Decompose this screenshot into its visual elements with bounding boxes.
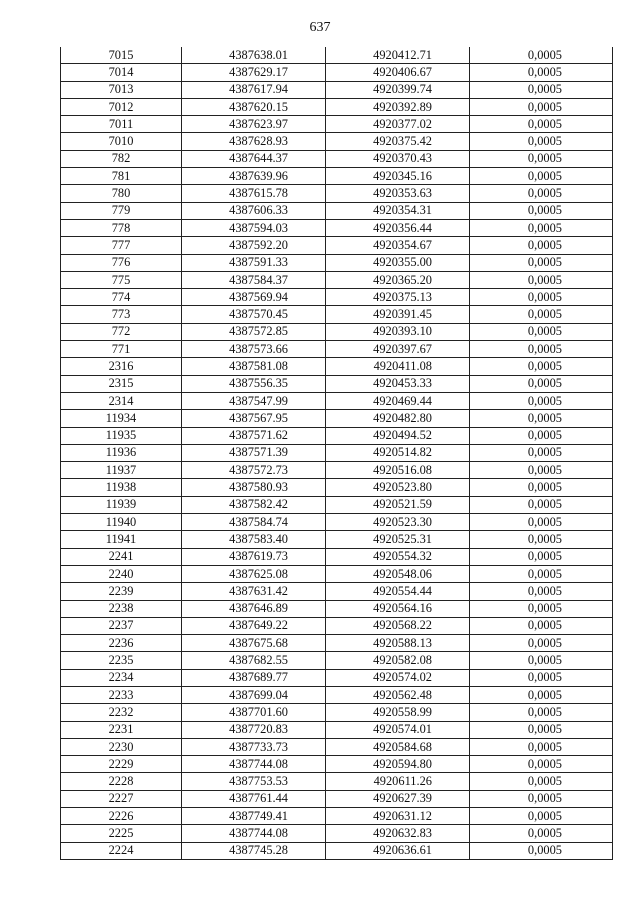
accuracy-cell: 0,0005 xyxy=(470,496,613,513)
accuracy-cell: 0,0005 xyxy=(470,790,613,807)
accuracy-cell: 0,0005 xyxy=(470,565,613,582)
x-coordinate-cell: 4387556.35 xyxy=(182,375,326,392)
point-number-cell: 11941 xyxy=(61,531,182,548)
y-coordinate-cell: 4920411.08 xyxy=(326,358,470,375)
point-number-cell: 7012 xyxy=(61,98,182,115)
x-coordinate-cell: 4387733.73 xyxy=(182,738,326,755)
table-row xyxy=(61,427,613,444)
page-number: 637 xyxy=(309,20,331,35)
y-coordinate-cell: 4920594.80 xyxy=(326,756,470,773)
accuracy-cell: 0,0005 xyxy=(470,202,613,219)
point-number-cell: 7013 xyxy=(61,81,182,98)
x-coordinate-cell: 4387628.93 xyxy=(182,133,326,150)
x-coordinate-cell: 4387699.04 xyxy=(182,686,326,703)
x-coordinate-cell: 4387591.33 xyxy=(182,254,326,271)
x-coordinate-cell: 4387567.95 xyxy=(182,410,326,427)
table-row xyxy=(61,756,613,773)
accuracy-cell: 0,0005 xyxy=(470,392,613,409)
y-coordinate-cell: 4920494.52 xyxy=(326,427,470,444)
y-coordinate-cell: 4920558.99 xyxy=(326,704,470,721)
accuracy-cell: 0,0005 xyxy=(470,185,613,202)
x-coordinate-cell: 4387571.39 xyxy=(182,444,326,461)
table-row xyxy=(61,808,613,825)
table-row xyxy=(61,635,613,652)
accuracy-cell: 0,0005 xyxy=(470,704,613,721)
point-number-cell: 11937 xyxy=(61,462,182,479)
y-coordinate-cell: 4920393.10 xyxy=(326,323,470,340)
accuracy-cell: 0,0005 xyxy=(470,600,613,617)
y-coordinate-cell: 4920392.89 xyxy=(326,98,470,115)
y-coordinate-cell: 4920588.13 xyxy=(326,635,470,652)
y-coordinate-cell: 4920399.74 xyxy=(326,81,470,98)
accuracy-cell: 0,0005 xyxy=(470,773,613,790)
accuracy-cell: 0,0005 xyxy=(470,427,613,444)
y-coordinate-cell: 4920611.26 xyxy=(326,773,470,790)
accuracy-cell: 0,0005 xyxy=(470,358,613,375)
point-number-cell: 2224 xyxy=(61,842,182,859)
x-coordinate-cell: 4387675.68 xyxy=(182,635,326,652)
y-coordinate-cell: 4920375.42 xyxy=(326,133,470,150)
point-number-cell: 774 xyxy=(61,289,182,306)
x-coordinate-cell: 4387701.60 xyxy=(182,704,326,721)
accuracy-cell: 0,0005 xyxy=(470,306,613,323)
point-number-cell: 11934 xyxy=(61,410,182,427)
table-row xyxy=(61,652,613,669)
x-coordinate-cell: 4387631.42 xyxy=(182,583,326,600)
accuracy-cell: 0,0005 xyxy=(470,237,613,254)
table-row xyxy=(61,514,613,531)
accuracy-cell: 0,0005 xyxy=(470,410,613,427)
x-coordinate-cell: 4387644.37 xyxy=(182,150,326,167)
accuracy-cell: 0,0005 xyxy=(470,64,613,81)
point-number-cell: 2235 xyxy=(61,652,182,669)
point-number-cell: 772 xyxy=(61,323,182,340)
accuracy-cell: 0,0005 xyxy=(470,81,613,98)
y-coordinate-cell: 4920574.01 xyxy=(326,721,470,738)
point-number-cell: 11938 xyxy=(61,479,182,496)
point-number-cell: 7011 xyxy=(61,116,182,133)
table-row xyxy=(61,600,613,617)
table-row xyxy=(61,496,613,513)
point-number-cell: 7010 xyxy=(61,133,182,150)
table-row xyxy=(61,617,613,634)
point-number-cell: 2315 xyxy=(61,375,182,392)
x-coordinate-cell: 4387745.28 xyxy=(182,842,326,859)
accuracy-cell: 0,0005 xyxy=(470,375,613,392)
table-row xyxy=(61,444,613,461)
x-coordinate-cell: 4387761.44 xyxy=(182,790,326,807)
y-coordinate-cell: 4920568.22 xyxy=(326,617,470,634)
y-coordinate-cell: 4920355.00 xyxy=(326,254,470,271)
x-coordinate-cell: 4387682.55 xyxy=(182,652,326,669)
accuracy-cell: 0,0005 xyxy=(470,721,613,738)
point-number-cell: 2239 xyxy=(61,583,182,600)
point-number-cell: 11935 xyxy=(61,427,182,444)
x-coordinate-cell: 4387569.94 xyxy=(182,289,326,306)
point-number-cell: 2233 xyxy=(61,686,182,703)
x-coordinate-cell: 4387606.33 xyxy=(182,202,326,219)
y-coordinate-cell: 4920562.48 xyxy=(326,686,470,703)
y-coordinate-cell: 4920397.67 xyxy=(326,341,470,358)
accuracy-cell: 0,0005 xyxy=(470,514,613,531)
accuracy-cell: 0,0005 xyxy=(470,462,613,479)
accuracy-cell: 0,0005 xyxy=(470,617,613,634)
accuracy-cell: 0,0005 xyxy=(470,583,613,600)
x-coordinate-cell: 4387720.83 xyxy=(182,721,326,738)
y-coordinate-cell: 4920564.16 xyxy=(326,600,470,617)
y-coordinate-cell: 4920354.31 xyxy=(326,202,470,219)
point-number-cell: 2240 xyxy=(61,565,182,582)
x-coordinate-cell: 4387744.08 xyxy=(182,756,326,773)
accuracy-cell: 0,0005 xyxy=(470,168,613,185)
point-number-cell: 2227 xyxy=(61,790,182,807)
x-coordinate-cell: 4387580.93 xyxy=(182,479,326,496)
table-row xyxy=(61,565,613,582)
x-coordinate-cell: 4387629.17 xyxy=(182,64,326,81)
coordinates-table xyxy=(60,47,613,860)
x-coordinate-cell: 4387753.53 xyxy=(182,773,326,790)
table-row xyxy=(61,116,613,133)
y-coordinate-cell: 4920345.16 xyxy=(326,168,470,185)
table-row xyxy=(61,133,613,150)
y-coordinate-cell: 4920554.44 xyxy=(326,583,470,600)
y-coordinate-cell: 4920523.80 xyxy=(326,479,470,496)
accuracy-cell: 0,0005 xyxy=(470,323,613,340)
point-number-cell: 771 xyxy=(61,341,182,358)
point-number-cell: 776 xyxy=(61,254,182,271)
y-coordinate-cell: 4920554.32 xyxy=(326,548,470,565)
accuracy-cell: 0,0005 xyxy=(470,47,613,64)
y-coordinate-cell: 4920631.12 xyxy=(326,808,470,825)
accuracy-cell: 0,0005 xyxy=(470,635,613,652)
table-row xyxy=(61,462,613,479)
x-coordinate-cell: 4387646.89 xyxy=(182,600,326,617)
x-coordinate-cell: 4387584.74 xyxy=(182,514,326,531)
x-coordinate-cell: 4387639.96 xyxy=(182,168,326,185)
table-row xyxy=(61,392,613,409)
table-row xyxy=(61,341,613,358)
table-row xyxy=(61,375,613,392)
point-number-cell: 11936 xyxy=(61,444,182,461)
point-number-cell: 782 xyxy=(61,150,182,167)
table-row xyxy=(61,64,613,81)
point-number-cell: 2236 xyxy=(61,635,182,652)
x-coordinate-cell: 4387625.08 xyxy=(182,565,326,582)
table-row xyxy=(61,306,613,323)
y-coordinate-cell: 4920516.08 xyxy=(326,462,470,479)
x-coordinate-cell: 4387594.03 xyxy=(182,219,326,236)
y-coordinate-cell: 4920548.06 xyxy=(326,565,470,582)
point-number-cell: 11939 xyxy=(61,496,182,513)
table-row xyxy=(61,81,613,98)
point-number-cell: 2225 xyxy=(61,825,182,842)
y-coordinate-cell: 4920370.43 xyxy=(326,150,470,167)
table-row xyxy=(61,254,613,271)
point-number-cell: 2237 xyxy=(61,617,182,634)
accuracy-cell: 0,0005 xyxy=(470,669,613,686)
y-coordinate-cell: 4920632.83 xyxy=(326,825,470,842)
table-row xyxy=(61,531,613,548)
point-number-cell: 779 xyxy=(61,202,182,219)
point-number-cell: 2230 xyxy=(61,738,182,755)
accuracy-cell: 0,0005 xyxy=(470,289,613,306)
table-row xyxy=(61,704,613,721)
x-coordinate-cell: 4387547.99 xyxy=(182,392,326,409)
accuracy-cell: 0,0005 xyxy=(470,98,613,115)
accuracy-cell: 0,0005 xyxy=(470,652,613,669)
point-number-cell: 2228 xyxy=(61,773,182,790)
point-number-cell: 2241 xyxy=(61,548,182,565)
point-number-cell: 2316 xyxy=(61,358,182,375)
x-coordinate-cell: 4387744.08 xyxy=(182,825,326,842)
table-row xyxy=(61,773,613,790)
x-coordinate-cell: 4387623.97 xyxy=(182,116,326,133)
table-row xyxy=(61,150,613,167)
table-row xyxy=(61,219,613,236)
y-coordinate-cell: 4920584.68 xyxy=(326,738,470,755)
y-coordinate-cell: 4920482.80 xyxy=(326,410,470,427)
x-coordinate-cell: 4387584.37 xyxy=(182,271,326,288)
point-number-cell: 2238 xyxy=(61,600,182,617)
x-coordinate-cell: 4387638.01 xyxy=(182,47,326,64)
point-number-cell: 780 xyxy=(61,185,182,202)
accuracy-cell: 0,0005 xyxy=(470,808,613,825)
accuracy-cell: 0,0005 xyxy=(470,825,613,842)
point-number-cell: 778 xyxy=(61,219,182,236)
accuracy-cell: 0,0005 xyxy=(470,133,613,150)
x-coordinate-cell: 4387571.62 xyxy=(182,427,326,444)
y-coordinate-cell: 4920354.67 xyxy=(326,237,470,254)
table-row xyxy=(61,202,613,219)
table-row xyxy=(61,686,613,703)
y-coordinate-cell: 4920582.08 xyxy=(326,652,470,669)
y-coordinate-cell: 4920514.82 xyxy=(326,444,470,461)
y-coordinate-cell: 4920523.30 xyxy=(326,514,470,531)
x-coordinate-cell: 4387615.78 xyxy=(182,185,326,202)
x-coordinate-cell: 4387749.41 xyxy=(182,808,326,825)
y-coordinate-cell: 4920406.67 xyxy=(326,64,470,81)
table-row xyxy=(61,168,613,185)
table-row xyxy=(61,790,613,807)
x-coordinate-cell: 4387617.94 xyxy=(182,81,326,98)
y-coordinate-cell: 4920412.71 xyxy=(326,47,470,64)
y-coordinate-cell: 4920453.33 xyxy=(326,375,470,392)
point-number-cell: 2234 xyxy=(61,669,182,686)
accuracy-cell: 0,0005 xyxy=(470,756,613,773)
point-number-cell: 777 xyxy=(61,237,182,254)
accuracy-cell: 0,0005 xyxy=(470,219,613,236)
y-coordinate-cell: 4920525.31 xyxy=(326,531,470,548)
y-coordinate-cell: 4920377.02 xyxy=(326,116,470,133)
x-coordinate-cell: 4387592.20 xyxy=(182,237,326,254)
point-number-cell: 7014 xyxy=(61,64,182,81)
point-number-cell: 2231 xyxy=(61,721,182,738)
table-row xyxy=(61,98,613,115)
point-number-cell: 2314 xyxy=(61,392,182,409)
accuracy-cell: 0,0005 xyxy=(470,686,613,703)
table-row xyxy=(61,842,613,859)
y-coordinate-cell: 4920521.59 xyxy=(326,496,470,513)
x-coordinate-cell: 4387570.45 xyxy=(182,306,326,323)
y-coordinate-cell: 4920636.61 xyxy=(326,842,470,859)
y-coordinate-cell: 4920469.44 xyxy=(326,392,470,409)
point-number-cell: 781 xyxy=(61,168,182,185)
coordinates-table-body xyxy=(61,47,613,859)
accuracy-cell: 0,0005 xyxy=(470,738,613,755)
y-coordinate-cell: 4920391.45 xyxy=(326,306,470,323)
accuracy-cell: 0,0005 xyxy=(470,444,613,461)
accuracy-cell: 0,0005 xyxy=(470,842,613,859)
accuracy-cell: 0,0005 xyxy=(470,254,613,271)
table-row xyxy=(61,358,613,375)
table-row xyxy=(61,237,613,254)
x-coordinate-cell: 4387573.66 xyxy=(182,341,326,358)
x-coordinate-cell: 4387620.15 xyxy=(182,98,326,115)
point-number-cell: 11940 xyxy=(61,514,182,531)
x-coordinate-cell: 4387619.73 xyxy=(182,548,326,565)
x-coordinate-cell: 4387583.40 xyxy=(182,531,326,548)
y-coordinate-cell: 4920627.39 xyxy=(326,790,470,807)
table-row xyxy=(61,548,613,565)
table-row xyxy=(61,47,613,64)
table-row xyxy=(61,271,613,288)
accuracy-cell: 0,0005 xyxy=(470,271,613,288)
accuracy-cell: 0,0005 xyxy=(470,531,613,548)
table-row xyxy=(61,479,613,496)
point-number-cell: 775 xyxy=(61,271,182,288)
accuracy-cell: 0,0005 xyxy=(470,479,613,496)
point-number-cell: 7015 xyxy=(61,47,182,64)
table-row xyxy=(61,410,613,427)
accuracy-cell: 0,0005 xyxy=(470,150,613,167)
point-number-cell: 2226 xyxy=(61,808,182,825)
point-number-cell: 2232 xyxy=(61,704,182,721)
table-row xyxy=(61,185,613,202)
point-number-cell: 2229 xyxy=(61,756,182,773)
table-row xyxy=(61,323,613,340)
table-row xyxy=(61,289,613,306)
table-row xyxy=(61,669,613,686)
x-coordinate-cell: 4387572.85 xyxy=(182,323,326,340)
table-row xyxy=(61,738,613,755)
accuracy-cell: 0,0005 xyxy=(470,116,613,133)
table-row xyxy=(61,825,613,842)
x-coordinate-cell: 4387581.08 xyxy=(182,358,326,375)
y-coordinate-cell: 4920574.02 xyxy=(326,669,470,686)
point-number-cell: 773 xyxy=(61,306,182,323)
table-row xyxy=(61,721,613,738)
accuracy-cell: 0,0005 xyxy=(470,548,613,565)
x-coordinate-cell: 4387572.73 xyxy=(182,462,326,479)
x-coordinate-cell: 4387689.77 xyxy=(182,669,326,686)
accuracy-cell: 0,0005 xyxy=(470,341,613,358)
y-coordinate-cell: 4920353.63 xyxy=(326,185,470,202)
y-coordinate-cell: 4920375.13 xyxy=(326,289,470,306)
y-coordinate-cell: 4920356.44 xyxy=(326,219,470,236)
y-coordinate-cell: 4920365.20 xyxy=(326,271,470,288)
x-coordinate-cell: 4387649.22 xyxy=(182,617,326,634)
x-coordinate-cell: 4387582.42 xyxy=(182,496,326,513)
table-row xyxy=(61,583,613,600)
